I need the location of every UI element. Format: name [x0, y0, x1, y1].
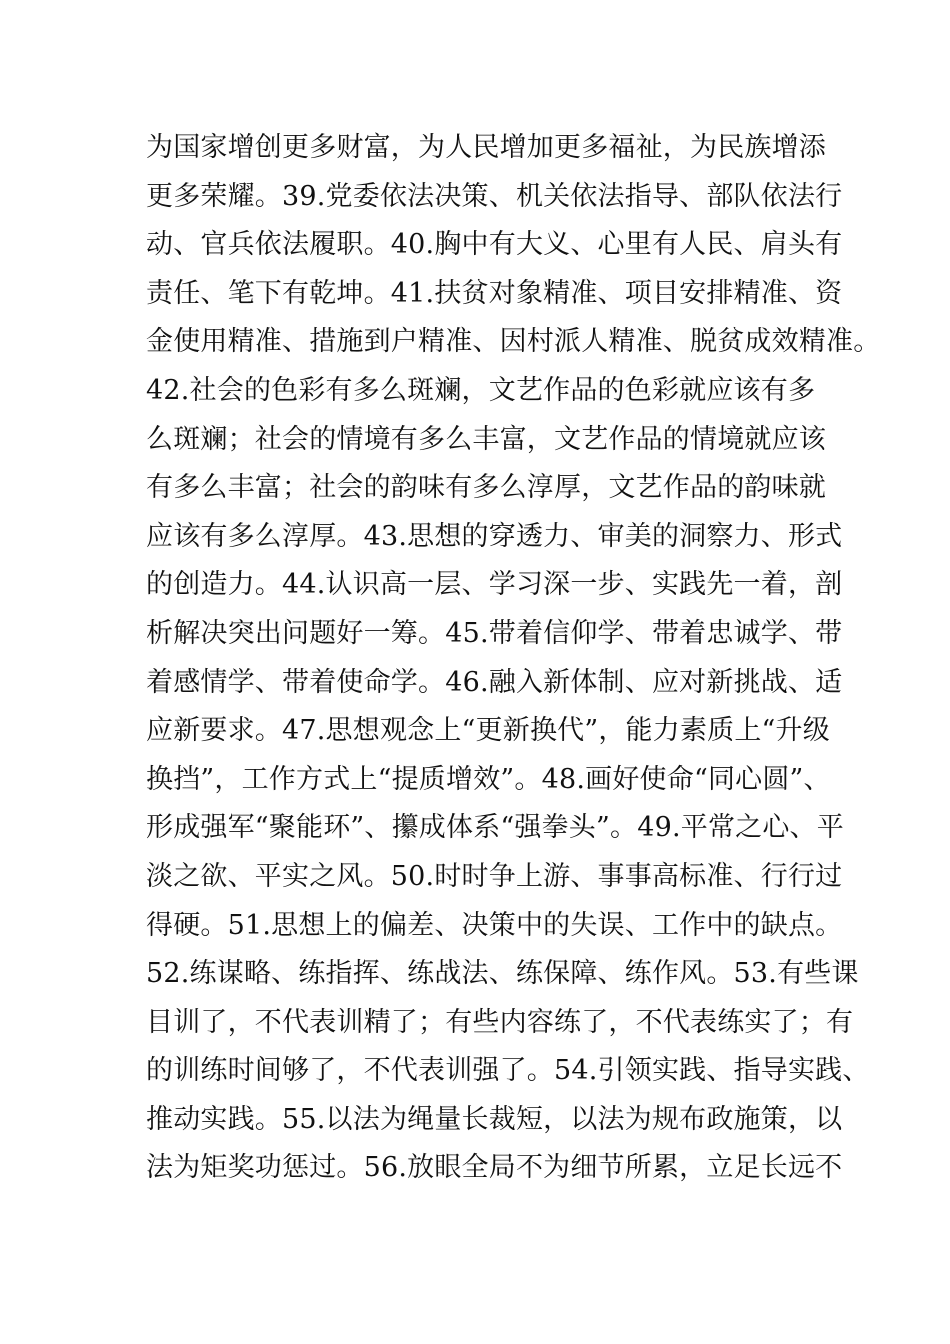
text-line: 的训练时间够了，不代表训强了。54.引领实践、指导实践、: [146, 1055, 870, 1087]
text-line: 动、官兵依法履职。40.胸中有大义、心里有人民、肩头有: [146, 229, 843, 261]
text-line: 得硬。51.思想上的偏差、决策中的失误、工作中的缺点。: [146, 909, 843, 941]
text-line: 推动实践。55.以法为绳量长裁短，以法为规布政施策，以: [146, 1103, 843, 1135]
text-line: 换挡”，工作方式上“提质增效”。48.画好使命“同心圆”、: [146, 763, 831, 795]
text-line: 法为矩奖功惩过。56.放眼全局不为细节所累，立足长远不: [146, 1152, 843, 1184]
text-line: 42.社会的色彩有多么斑斓，文艺作品的色彩就应该有多: [146, 374, 816, 406]
text-line: 淡之欲、平实之风。50.时时争上游、事事高标准、行行过: [146, 860, 843, 892]
text-line: 目训了，不代表训精了；有些内容练了，不代表练实了；有: [146, 1006, 854, 1038]
text-line: 有多么丰富；社会的韵味有多么淳厚，文艺作品的韵味就: [146, 472, 826, 504]
text-line: 析解决突出问题好一筹。45.带着信仰学、带着忠诚学、带: [146, 617, 843, 649]
text-line: 着感情学、带着使命学。46.融入新体制、应对新挑战、适: [146, 666, 843, 698]
text-line: 的创造力。44.认识高一层、学习深一步、实践先一着，剖: [146, 569, 843, 601]
text-line: 为国家增创更多财富，为人民增加更多福祉，为民族增添: [146, 132, 826, 163]
text-line: 应新要求。47.思想观念上“更新换代”，能力素质上“升级: [146, 715, 830, 747]
text-line: 金使用精准、措施到户精准、因村派人精准、脱贫成效精准。: [146, 326, 881, 358]
text-line: 更多荣耀。39.党委依法决策、机关依法指导、部队依法行: [146, 180, 843, 212]
text-line: 应该有多么淳厚。43.思想的穿透力、审美的洞察力、形式: [146, 520, 843, 552]
text-line: 么斑斓；社会的情境有多么丰富，文艺作品的情境就应该: [146, 423, 826, 455]
text-line: 责任、笔下有乾坤。41.扶贫对象精准、项目安排精准、资: [146, 277, 843, 309]
text-line: 52.练谋略、练指挥、练战法、练保障、练作风。53.有些课: [146, 958, 859, 990]
text-line: 形成强军“聚能环”、攥成体系“强拳头”。49.平常之心、平: [146, 812, 844, 844]
body-text: [146, 124, 881, 1193]
